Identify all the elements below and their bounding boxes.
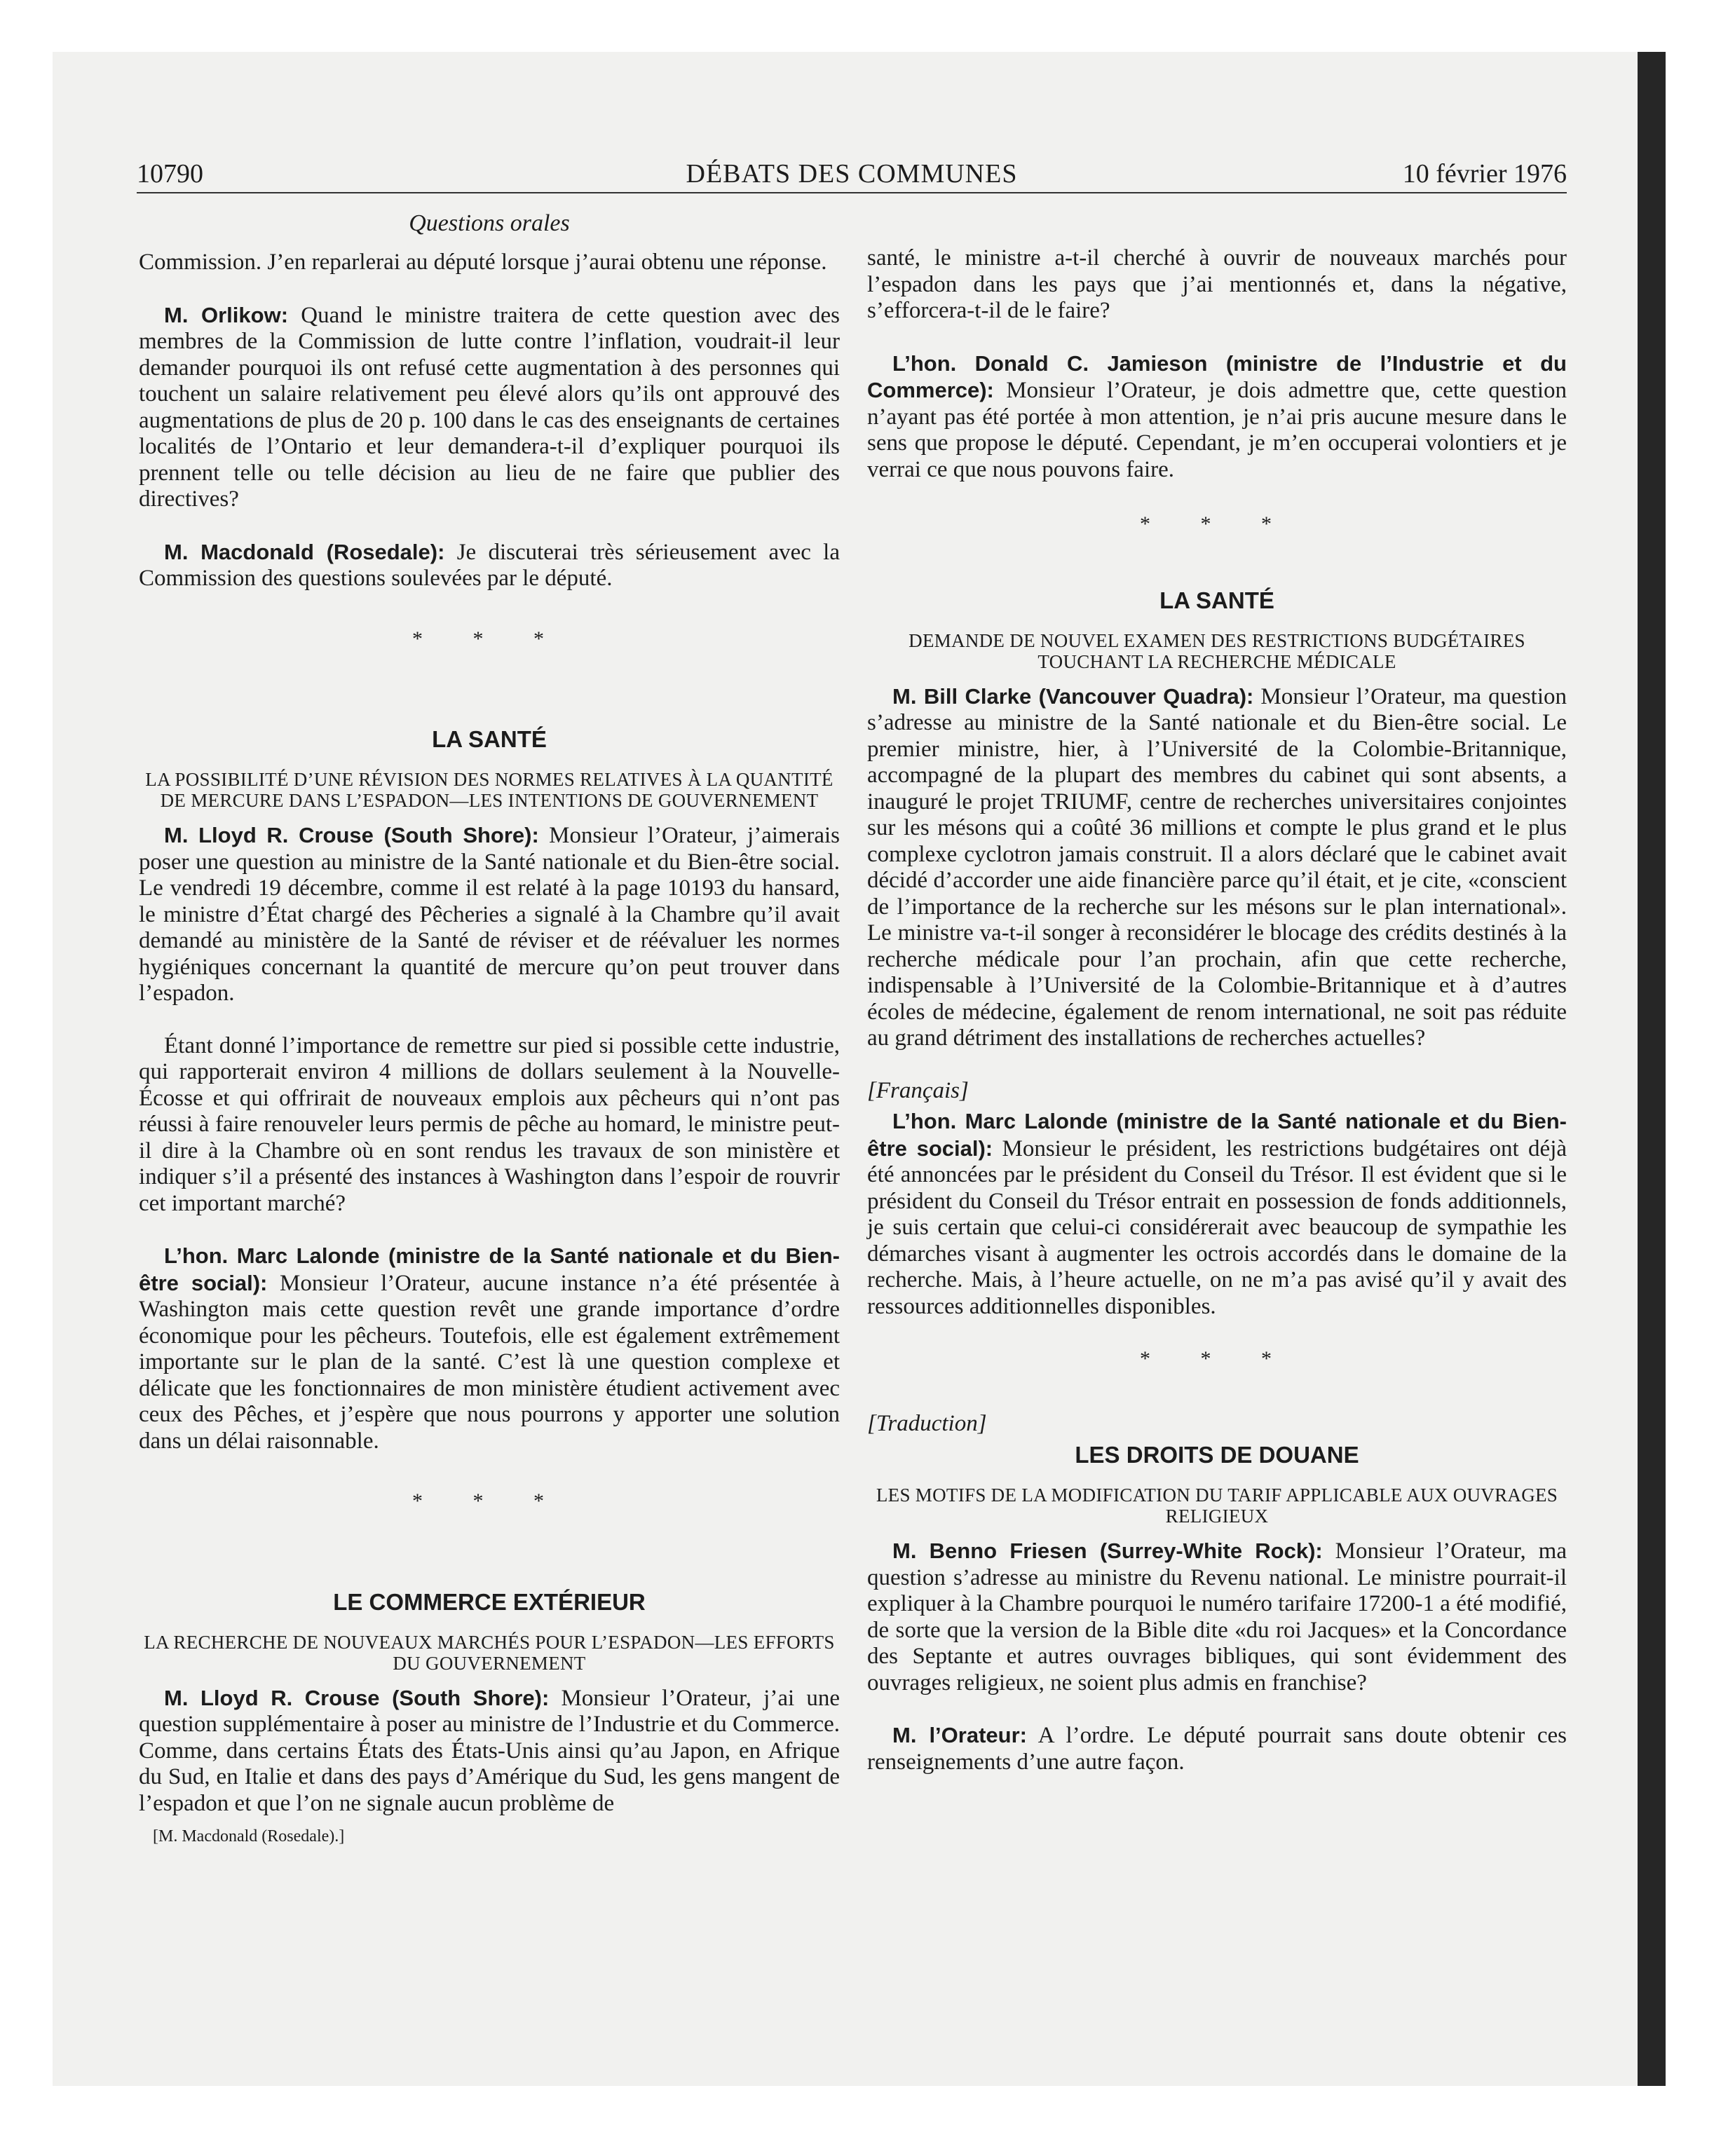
section-heading: LA SANTÉ	[1159, 587, 1274, 613]
section-heading: LES DROITS DE DOUANE	[1075, 1442, 1359, 1468]
subject-heading: LA POSSIBILITÉ D’UNE RÉVISION DES NORMES RELATIVES À LA QUANTITÉ DE MERCURE DANS L’ESPADON—LES INTENTIONS DE GOUVERNEMENT	[145, 769, 834, 811]
footnote: [M. Macdonald (Rosedale).]	[153, 1827, 345, 1845]
language-marker: [Français]	[867, 1077, 969, 1103]
speech-text: Monsieur le président, les restrictions budgétaires ont déjà été annoncées par le président du Conseil du Trésor. Il est évident que si le président du Conseil du Trésor entrait en possession de fonds additionnels, je suis certain que celui-ci considérerait avec beaucoup de sympathie les démarches visant à augmenter les octrois accordés dans le domaine de la recherche. Mais, à l’heure actuelle, on ne m’a pas avisé qu’il y avait des ressources additionnelles disponibles.	[867, 1135, 1567, 1319]
page-header	[137, 156, 1567, 193]
speaker-name: M. l’Orateur:	[892, 1723, 1027, 1747]
speech-text: Monsieur l’Orateur, je dois admettre que, cette question n’ayant pas été portée à mon attention, je n’ai pris aucune mesure dans le sens que propose le député. Cependant, je m’en occuperai volontiers et je verrai ce que nous pouvons faire.	[867, 378, 1567, 482]
page-number: 10790	[137, 159, 203, 189]
speech-text: Monsieur l’Orateur, aucune instance n’a été présentée à Washington mais cette question revêt une grande importance d’ordre économique pour les pêcheurs. Toutefois, elle est également extrêmement importante sur le plan de la santé. C’est là une question complexe et délicate que les fonctionnaires de mon ministère étudient activement avec ceux des Pêches, et j’espère que nous pourrons y apporter une solution dans un délai raisonnable.	[139, 1270, 840, 1454]
publication-title: DÉBATS DES COMMUNES	[686, 159, 1018, 189]
paragraph: Commission. J’en reparlerai au député lorsque j’aurai obtenu une réponse.	[139, 250, 827, 275]
speaker-name: M. Macdonald (Rosedale):	[164, 539, 445, 564]
speech-text: Monsieur l’Orateur, j’ai une question supplémentaire à poser au ministre de l’Industrie et du Commerce. Comme, dans certains États des États-Unis ainsi qu’au Japon, en Afrique du Sud, en Italie et dans des pays d’Amérique du Sud, les gens mangent de l’espadon et que l’on ne signale aucun problème de	[139, 1685, 840, 1816]
paragraph	[139, 539, 840, 592]
left-column	[139, 250, 840, 1850]
running-head: Questions orales	[409, 210, 570, 236]
paragraph: santé, le ministre a-t-il cherché à ouvrir de nouveaux marchés pour l’espadon dans les pays que j’ai mentionnés et, dans la négative, s’efforcera-t-il de le faire?	[867, 245, 1567, 323]
speech-text: Monsieur l’Orateur, ma question s’adresse au ministre du Revenu national. Le ministre pourrait-il expliquer à la Chambre pourquoi le numéro tarifaire 17200-1 a été modifié, de sorte que la version de la Bible dite «du roi Jacques» et la Concordance des Septante et autres ouvrages bibliques, qui sont évidemment des ouvrages religieux, ne soient plus admis en franchise?	[867, 1538, 1567, 1696]
paragraph	[139, 822, 840, 1007]
speech-text: Monsieur l’Orateur, j’aimerais poser une question au ministre de la Santé nationale et du Bien-être social. Le vendredi 19 décembre, comme il est relaté à la page 10193 du hansard, le ministre d’État chargé des Pêcheries a signalé à la Chambre qu’il avait demandé au ministère de la Santé de réviser et de réévaluer les normes hygiéniques concernant la quantité de mercure qu’on peut trouver dans l’espadon.	[139, 823, 840, 1006]
section-heading: LA SANTÉ	[432, 726, 547, 752]
speaker-name: M. Bill Clarke (Vancouver Quadra):	[892, 683, 1254, 709]
speaker-name: L’hon. Donald C. Jamieson (ministre de l’Industrie et du Commerce):	[867, 350, 1567, 402]
paragraph	[139, 1243, 840, 1454]
section-separator: * * *	[1140, 512, 1294, 535]
subject-heading: LES MOTIFS DE LA MODIFICATION DU TARIF APPLICABLE AUX OUVRAGES RELIGIEUX	[876, 1485, 1558, 1527]
paragraph	[867, 1722, 1567, 1775]
speaker-name: L’hon. Marc Lalonde (ministre de la Santé nationale et du Bien-être social):	[139, 1243, 840, 1295]
paragraph: Étant donné l’importance de remettre sur pied si possible cette industrie, qui rapporterait environ 4 millions de dollars seulement à la Nouvelle-Écosse et qui offrirait de nouveaux emplois aux pêcheurs qui n’ont pas réussi à faire renouveler leurs permis de pêche au homard, le ministre peut-il dire à la Chambre où en sont rendus les travaux de son ministère et indiquer s’il a présenté des instances à Washington dans l’espoir de rouvrir cet important marché?	[139, 1032, 840, 1216]
speaker-name: M. Orlikow:	[164, 302, 289, 327]
speaker-name: M. Benno Friesen (Surrey-White Rock):	[892, 1538, 1323, 1563]
section-separator: * * *	[1140, 1347, 1294, 1370]
speaker-name: M. Lloyd R. Crouse (South Shore):	[164, 823, 539, 847]
speaker-name: L’hon. Marc Lalonde (ministre de la Santé nationale et du Bien-être social):	[867, 1109, 1567, 1161]
language-marker: [Traduction]	[867, 1410, 987, 1436]
paragraph	[867, 1538, 1567, 1696]
page-date: 10 février 1976	[1402, 159, 1567, 189]
speaker-name: M. Lloyd R. Crouse (South Shore):	[164, 1685, 550, 1710]
section-separator: * * *	[412, 1489, 566, 1513]
paragraph	[867, 1108, 1567, 1320]
section-heading: LE COMMERCE EXTÉRIEUR	[333, 1588, 646, 1615]
speech-text: A l’ordre. Le député pourrait sans doute obtenir ces renseignements d’une autre façon.	[867, 1723, 1567, 1775]
paragraph	[139, 302, 840, 513]
scan-edge-shadow	[1638, 52, 1666, 2086]
paragraph	[139, 1685, 840, 1817]
subject-heading: LA RECHERCHE DE NOUVEAUX MARCHÉS POUR L’ESPADON—LES EFFORTS DU GOUVERNEMENT	[144, 1631, 835, 1674]
right-column	[867, 245, 1567, 1801]
subject-heading: DEMANDE DE NOUVEL EXAMEN DES RESTRICTIONS BUDGÉTAIRES TOUCHANT LA RECHERCHE MÉDICALE	[909, 629, 1525, 672]
speech-text: Je discuterai très sérieusement avec la Commission des questions soulevées par le député.	[139, 539, 840, 591]
section-separator: * * *	[412, 627, 566, 650]
speech-text: Monsieur l’Orateur, ma question s’adresse au ministre de la Santé nationale et du Bien-être social. Le premier ministre, hier, à l’Université de la Colombie-Britannique, accompagné de la plupart des membres du cabinet qui sont absents, a inauguré le projet TRIUMF, centre de recherches universitaires conjointes sur les mésons qui a coûté 36 millions et compte le plus grand et le plus complexe cyclotron jamais construit. Il a alors déclaré que le cabinet avait décidé d’accorder une aide financière parce qu’il était, et je cite, «conscient de l’importance de la recherche sur les mésons sur le plan international». Le ministre va-t-il songer à reconsidérer le blocage des crédits destinés à la recherche médicale pour l’an prochain, afin que cette recherche, indispensable à l’Université de la Colombie-Britannique et à d’autres écoles de médecine, également de renom international, ne soit pas réduite au grand détriment des installations de recherches actuelles?	[867, 683, 1567, 1051]
paragraph	[867, 350, 1567, 484]
paragraph	[867, 683, 1567, 1052]
speech-text: Quand le ministre traitera de cette question avec des membres de la Commission de lutte contre l’inflation, voudrait-il leur demander pourquoi ils ont refusé cette augmentation à des personnes qui touchent un salaire relativement peu élevé alors qu’ils ont approuvé des augmentations de plus de 20 p. 100 dans le cas des enseignants de certaines localités de l’Ontario et leur demandera-t-il d’expliquer pourquoi ils prennent telle ou telle décision au lieu de ne faire que publier des directives?	[139, 302, 840, 512]
